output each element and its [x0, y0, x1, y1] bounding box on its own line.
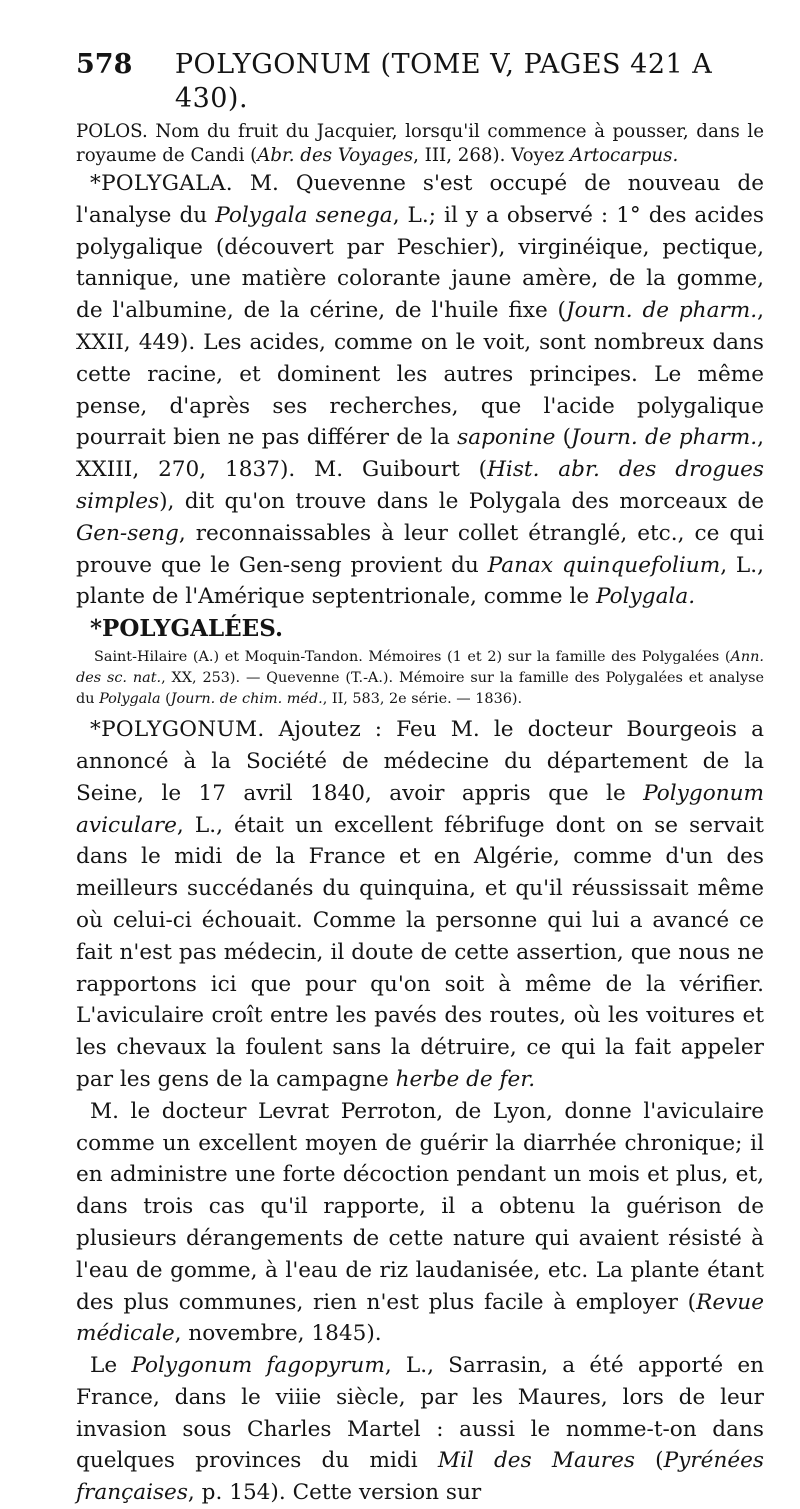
- running-title: POLYGONUM (TOME V, PAGES 421 A 430).: [174, 49, 713, 114]
- genus-name: Polygala.: [595, 584, 696, 610]
- paragraph-fagopyrum: Le Polygonum fagopyrum, L., Sarrasin, a été apporté en France, dans le viiie siècle, par les Maures, lors de leur invasion sous Charles Martel : aussi le nomme-t-on dans quelques provinces du midi Mil des Maures (Pyrénées françaises, p. 154). Cette version sur: [76, 1353, 765, 1506]
- paragraph-levrat: M. le docteur Levrat Perroton, de Lyon, donne l'aviculaire comme un excellent moyen de guérir la diarrhée chronique; il en administre une forte décoction pendant un mois et plus, et, dans trois cas qu'il rapporte, il a obtenu la guérison de plusieurs dérangements de cette nature qui avaient résisté à l'eau de gomme, à l'eau de riz laudanisée, etc. La plante étant des plus communes, rien n'est plus facile à employer (Revue médicale, novembre, 1845).: [76, 1098, 764, 1347]
- term-italic: Gen-seng: [76, 520, 179, 546]
- entry-term: *POLYGALA.: [90, 171, 233, 196]
- citation-title: Revue médicale: [76, 1289, 764, 1347]
- term-italic: saponine: [457, 425, 556, 451]
- species-name: Polygonum aviculare: [76, 780, 764, 838]
- entry-polos: POLOS. Nom du fruit du Jacquier, lorsqu'il commence à pousser, dans le royaume de Candi (Abr. des Voyages, III, 268). Voyez Artocarpus.: [76, 121, 764, 166]
- bibliography-polygalees: Saint-Hilaire (A.) et Moquin-Tandon. Mémoires (1 et 2) sur la famille des Polygalées (Ann. des sc. nat., XX, 253). — Quevenne (T.-A.). Mémoire sur la famille des Polygalées et analyse du Polygala (Journ. de chim. méd., II, 583, 2e série. — 1836).: [76, 649, 764, 708]
- citation-title: Ann. des sc. nat.: [76, 649, 764, 687]
- species-name: Polygonum fagopyrum: [131, 1353, 385, 1379]
- citation-title: Journ. de pharm.: [565, 298, 758, 324]
- entry-term: *POLYGONUM.: [90, 717, 265, 743]
- section-heading-polygalees: *POLYGALÉES.: [90, 615, 283, 643]
- species-name: Polygala senega: [215, 202, 393, 228]
- entry-polygala: *POLYGALA. M. Quevenne s'est occupé de nouveau de l'analyse du Polygala senega, L.; il y a observé : 1° des acides polygalique (découvert par Peschier), virginéique, pectique, tannique, une matière colorante jaune amère, de la gomme, de l'albumine, de la cérine, de l'huile fixe (Journ. de pharm., XXII, 449). Les acides, comme on le voit, sont nombreux dans cette racine, et dominent les autres principes. Le même pense, d'après ses recherches, que l'acide polygalique pourrait bien ne pas différer de la saponine (Journ. de pharm., XXIII, 270, 1837). M. Guibourt (Hist. abr. des drogues simples), dit qu'on trouve dans le Polygala des morceaux de Gen-seng, reconnaissables à leur collet étranglé, etc., ce qui prouve que le Gen-seng provient du Panax quinquefolium, L., plante de l'Amérique septentrionale, comme le Polygala.: [76, 171, 764, 610]
- citation-title: Pyrénées françaises: [76, 1448, 764, 1506]
- running-header: [76, 48, 764, 116]
- genus-name: Polygala: [99, 691, 161, 708]
- cross-reference: Artocarpus.: [569, 145, 679, 166]
- entry-term: POLOS.: [76, 121, 148, 142]
- citation-title: Hist. abr. des drogues simples: [76, 457, 764, 514]
- citation-title: Abr. des Voyages: [257, 145, 414, 166]
- species-name: Panax quinquefolium: [487, 552, 721, 578]
- page-number: 578: [76, 49, 133, 80]
- term-italic: herbe de fer.: [395, 1066, 536, 1092]
- citation-title: Journ. de chim. méd.: [170, 691, 323, 708]
- citation-title: Journ. de pharm.: [571, 425, 758, 451]
- entry-polygonum: *POLYGONUM. Ajoutez : Feu M. le docteur Bourgeois a annoncé à la Société de médecine du département de la Seine, le 17 avril 1840, avoir appris que le Polygonum aviculare, L., était un excellent fébrifuge dont on se servait dans le midi de la France et en Algérie, comme d'un des meilleurs succédanés du quinquina, et qu'il réussissait même où celui-ci échouait. Comme la personne qui lui a avancé ce fait n'est pas médecin, il doute de cette assertion, que nous ne rapportons ici que pour qu'on soit à même de la vérifier. L'aviculaire croît entre les pavés des routes, où les voitures et les chevaux la foulent sans la détruire, ce qui la fait appeler par les gens de la campagne herbe de fer.: [76, 717, 764, 1092]
- term-italic: Mil des Maures: [437, 1448, 635, 1474]
